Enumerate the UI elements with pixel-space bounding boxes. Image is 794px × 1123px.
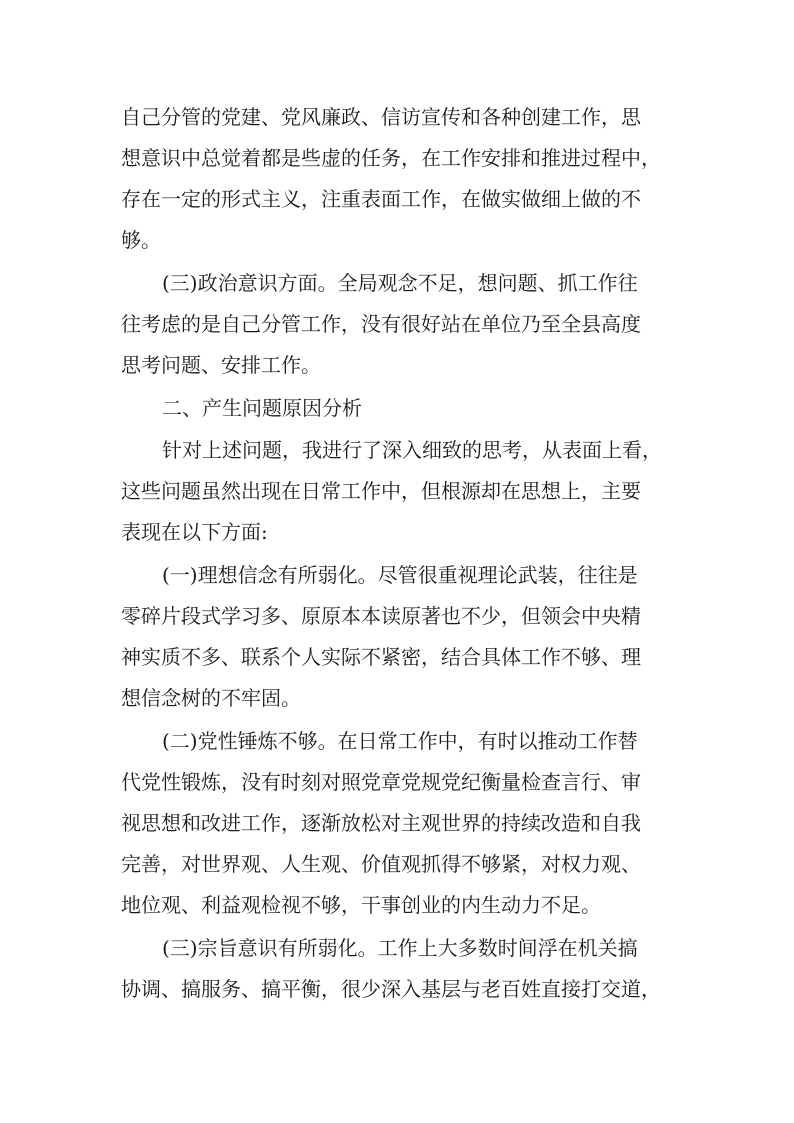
body-text-line: 零碎片段式学习多、原原本本读原著也不少，但领会中央精 [121, 604, 641, 628]
body-text-line: 想意识中总觉着都是些虚的任务，在工作安排和推进过程中， [121, 146, 661, 170]
body-text-line: 代党性锻炼，没有时刻对照党章党规党纪衡量检查言行、审 [121, 770, 641, 794]
body-text-line: 往考虑的是自己分管工作，没有很好站在单位乃至全县高度 [121, 312, 641, 336]
body-text-line: 够。 [121, 228, 161, 252]
body-text-line: 视思想和改进工作，逐渐放松对主观世界的持续改造和自我 [121, 811, 641, 835]
body-text-line: 存在一定的形式主义，注重表面工作，在做实做细上做的不 [121, 187, 641, 211]
subheading-paragraph-line: (一)理想信念有所弱化。尽管很重视理论武装，往往是 [162, 563, 638, 587]
body-text-line: 协调、搞服务、搞平衡，很少深入基层与老百姓直接打交道， [121, 977, 661, 1001]
body-text-line: 这些问题虽然出现在日常工作中，但根源却在思想上，主要 [121, 479, 641, 503]
subheading-paragraph-line: (三)宗旨意识有所弱化。工作上大多数时间浮在机关搞 [162, 936, 638, 960]
body-text-line: 自己分管的党建、党风廉政、信访宣传和各种创建工作，思 [121, 105, 641, 129]
section-heading: 二、产生问题原因分析 [162, 396, 362, 420]
body-text-line: 想信念树的不牢固。 [121, 686, 301, 710]
subheading-paragraph-line: (二)党性锤炼不够。在日常工作中，有时以推动工作替 [162, 729, 638, 753]
body-text-line: 完善，对世界观、人生观、价值观抓得不够紧，对权力观、 [121, 852, 641, 876]
subheading-paragraph-line: (三)政治意识方面。全局观念不足，想问题、抓工作往 [162, 271, 638, 295]
body-text-line: 思考问题、安排工作。 [121, 353, 321, 377]
body-text-line: 神实质不多、联系个人实际不紧密，结合具体工作不够、理 [121, 645, 641, 669]
body-text-line: 地位观、利益观检视不够，干事创业的内生动力不足。 [121, 893, 601, 917]
body-text-line: 表现在以下方面: [121, 520, 268, 544]
paragraph-first-line: 针对上述问题，我进行了深入细致的思考，从表面上看， [162, 438, 662, 462]
